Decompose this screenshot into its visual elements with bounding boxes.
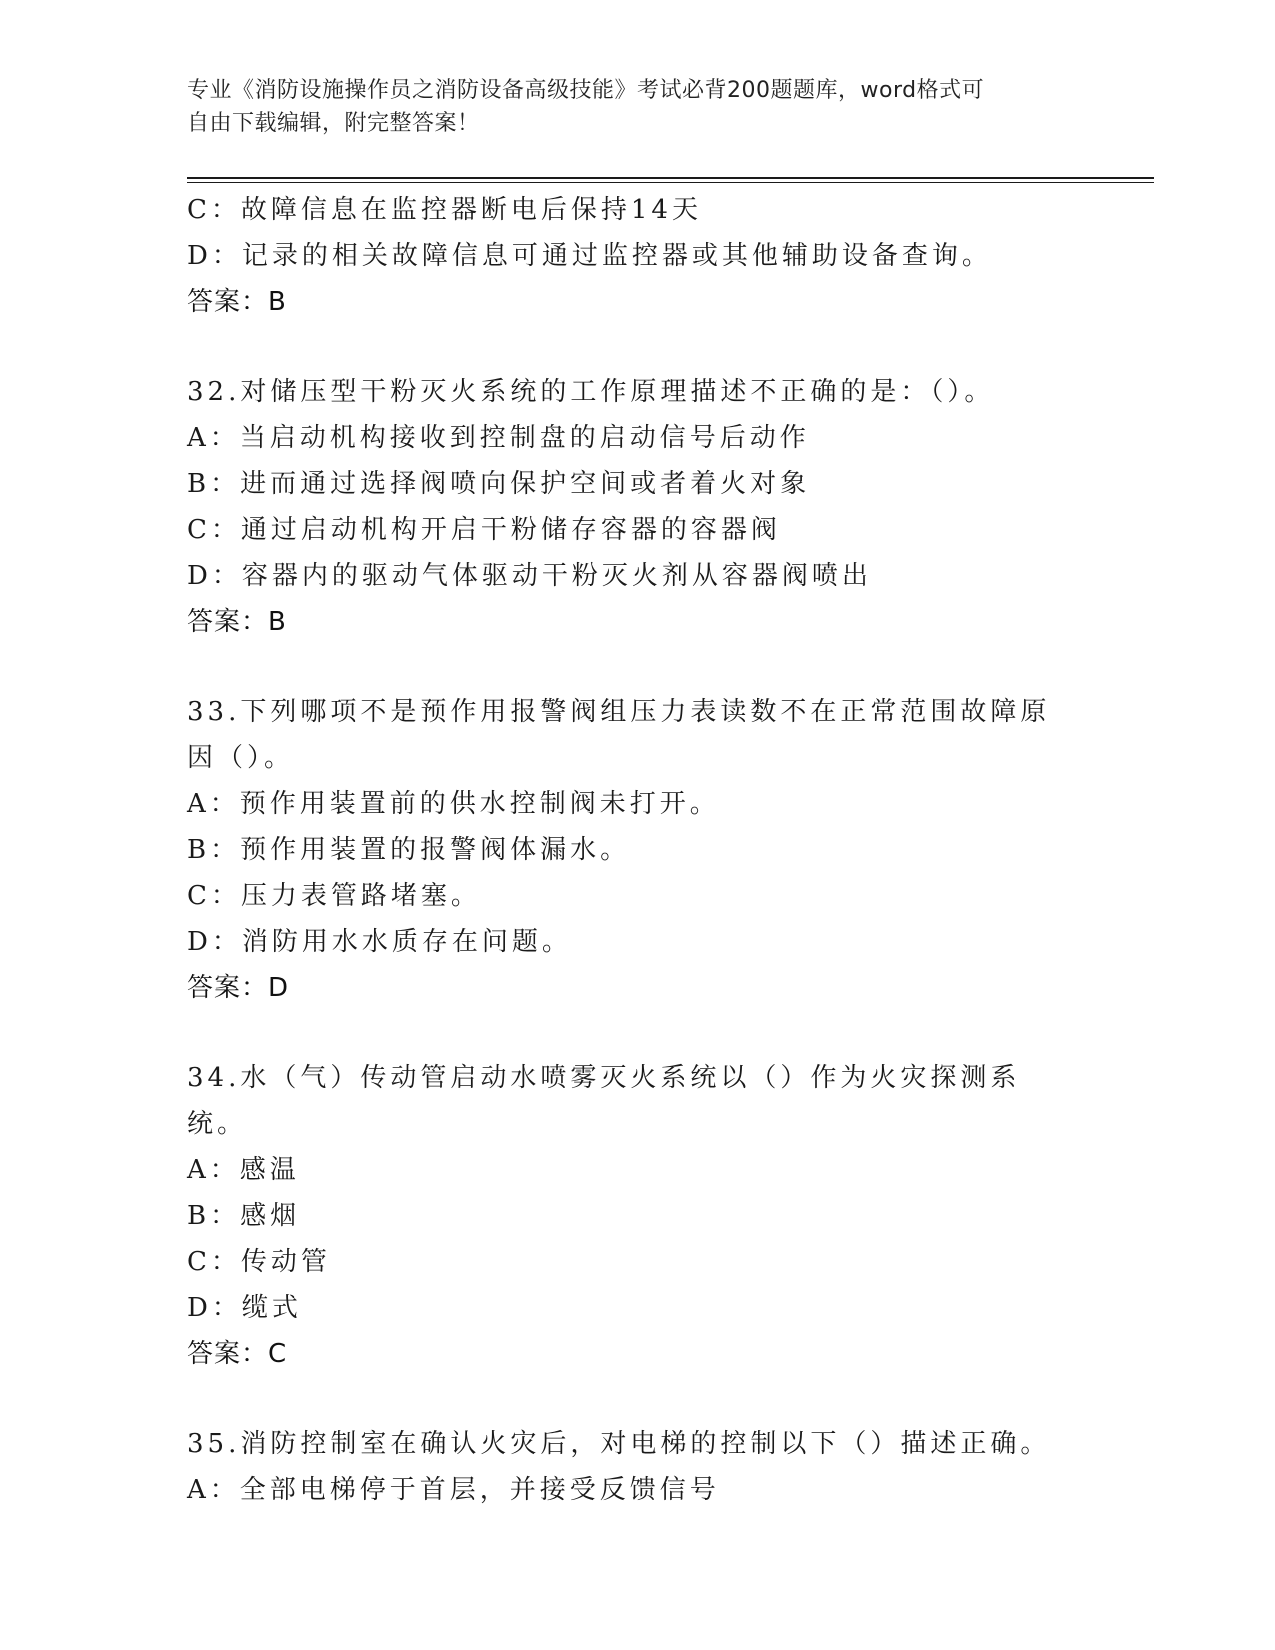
header-divider-thin xyxy=(187,182,1154,183)
option-d: D：容器内的驱动气体驱动干粉灭火剂从容器阀喷出 xyxy=(187,561,872,591)
document-body xyxy=(187,187,1087,1513)
question-32 xyxy=(187,369,1087,645)
header-divider xyxy=(187,177,1154,179)
option-a: A：当启动机构接收到控制盘的启动信号后动作 xyxy=(187,423,810,453)
option-d: D：消防用水水质存在问题。 xyxy=(187,927,572,957)
header-line-1: 专业《消防设施操作员之消防设备高级技能》考试必背200题题库，word格式可 xyxy=(187,78,985,103)
question-text: 32.对储压型干粉灭火系统的工作原理描述不正确的是：（）。 xyxy=(187,377,995,407)
question-35 xyxy=(187,1421,1087,1513)
option-c: C：通过启动机构开启干粉储存容器的容器阀 xyxy=(187,515,781,545)
option-b: B：预作用装置的报警阀体漏水。 xyxy=(187,835,631,865)
option-c: C：故障信息在监控器断电后保持14天 xyxy=(187,195,702,225)
question-34 xyxy=(187,1055,1087,1377)
option-a: A：感温 xyxy=(187,1155,300,1185)
question-text: 33.下列哪项不是预作用报警阀组压力表读数不在正常范围故障原因（）。 xyxy=(187,697,1051,773)
question-text: 35.消防控制室在确认火灾后，对电梯的控制以下（）描述正确。 xyxy=(187,1429,1051,1459)
answer: 答案：D xyxy=(187,973,290,1003)
option-a: A：全部电梯停于首层，并接受反馈信号 xyxy=(187,1475,720,1505)
option-b: B：进而通过选择阀喷向保护空间或者着火对象 xyxy=(187,469,811,499)
option-b: B：感烟 xyxy=(187,1201,301,1231)
answer: 答案：C xyxy=(187,1339,288,1369)
question-31-tail xyxy=(187,187,1087,325)
option-c: C：压力表管路堵塞。 xyxy=(187,881,481,911)
option-a: A：预作用装置前的供水控制阀未打开。 xyxy=(187,789,720,819)
option-d: D：记录的相关故障信息可通过监控器或其他辅助设备查询。 xyxy=(187,241,992,271)
option-c: C：传动管 xyxy=(187,1247,331,1277)
answer: 答案：B xyxy=(187,287,287,317)
document-header xyxy=(187,74,1067,140)
header-line-2: 自由下载编辑，附完整答案！ xyxy=(187,111,480,136)
answer: 答案：B xyxy=(187,607,287,637)
option-d: D：缆式 xyxy=(187,1293,302,1323)
question-text: 34.水（气）传动管启动水喷雾灭火系统以（）作为火灾探测系统。 xyxy=(187,1063,1021,1139)
question-33 xyxy=(187,689,1087,1011)
